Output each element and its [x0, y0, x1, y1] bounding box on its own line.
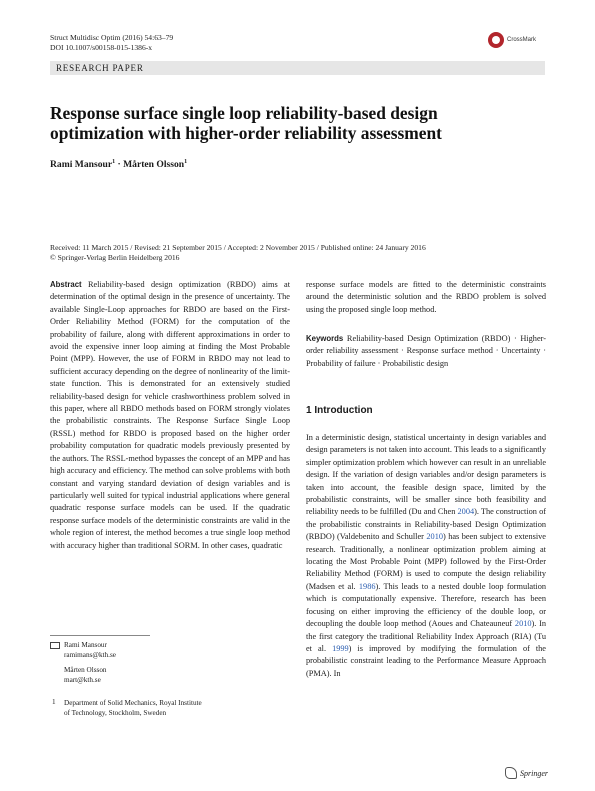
correspondent-name: Rami Mansour — [64, 641, 107, 649]
keywords-block — [306, 333, 546, 370]
author-name[interactable]: Rami Mansour — [50, 159, 113, 171]
email-link[interactable]: ramimans@kth.se — [64, 650, 116, 659]
correspondence-icon-slot — [50, 643, 60, 654]
crossmark-icon — [488, 32, 504, 48]
affiliation-line: of Technology, Stockholm, Sweden — [64, 708, 167, 717]
journal-citation — [50, 33, 173, 53]
title-line-1: Response surface single loop reliability-based design — [50, 103, 438, 123]
citation-link[interactable]: 2010 — [426, 532, 443, 542]
doi-line[interactable]: DOI 10.1007/s00158-015-1386-x — [50, 43, 153, 52]
publisher-logo — [505, 767, 548, 779]
publication-dates — [50, 243, 426, 263]
affiliation-marker: 1 — [112, 159, 116, 165]
email-link[interactable]: mart@kth.se — [64, 675, 101, 684]
coauthor-name: Mårten Olsson — [64, 666, 107, 675]
crossmark-label: CrossMark — [507, 37, 537, 43]
footnote-divider — [50, 635, 150, 636]
intro-text: ). The construction of the probabilistic constraints in Reliability-based Design Optimization (RBDO) (Valdebenito and Schuller — [306, 507, 546, 542]
abstract-continued-text: response surface models are fitted to the deterministic constraints around the deterministic solution and the RBDO problem is solved using the proposed single loop method. — [306, 280, 546, 314]
author-separator: · — [115, 159, 124, 171]
intro-text: ). This leads to a nested double loop formulation which is computationally expensive. Therefore, research has been focusing on either improving the efficiency of the double loop, or decoupling the double loop method (Aoues and Chateauneuf — [306, 581, 546, 629]
copyright-line: © Springer-Verlag Berlin Heidelberg 2016 — [50, 253, 180, 262]
title-line-2: optimization with higher-order reliability assessment — [50, 123, 442, 143]
paper-title — [50, 103, 530, 143]
section-heading: 1 Introduction — [306, 405, 373, 416]
affiliation-marker: 1 — [184, 159, 188, 165]
abstract-text: Reliability-based design optimization (RBDO) aims at determination of the optimal design in the presence of uncertainty. The available Single-Loop approaches for RBDO are based on the First-Order Reliability Method (FORM) for the computation of the probability of failure, along with different approximations in order to avoid the expensive inner loop aiming at finding the Most Probable Point (MPP). However, the use of FORM in RBDO may not lead to sufficient accuracy depending on the degree of nonlinearity of the limit-state function. This is demonstrated for an extensively studied reliability-based design for vehicle crashworthiness problem solved in this paper, where all RBDO methods based on FORM strongly violates the probabilistic constraints. The Response Surface Single Loop (RSSL) method for RBDO is proposed based on the higher order probability computation for quadratic models previously presented by the authors. The RSSL-method bypasses the concept of an MPP and has high accuracy and efficiency. The method can solve problems with both constant and varying standard deviation of design variables and is particularly well suited for typical industrial applications where general quadratic response surface models can be used. If the quadratic response surface models of the deterministic constraints are valid in the whole region of interest, the method becomes a true single loop method with accuracy higher than traditional SORM. In other cases, quadratic — [50, 280, 290, 550]
author-name[interactable]: Mårten Olsson — [123, 159, 185, 171]
keywords-label: Keywords — [306, 334, 344, 343]
affiliation-line: Department of Solid Mechanics, Royal Institute — [64, 699, 202, 707]
crossmark-badge[interactable] — [488, 30, 550, 50]
intro-text: In a deterministic design, statistical uncertainty in design variables and design parameters is not taken into account. This leads to a significantly simpler optimization problem which however can result in an unreliable design. If the variation of design variables and/or design parameters is taken into account, the feasible design space, limited by the probabilistic constraints, will be smaller since both feasibility and reliability needs to be fulfilled (Du and Chen — [306, 433, 546, 517]
introduction-paragraph — [306, 432, 546, 680]
abstract-label: Abstract — [50, 280, 82, 289]
citation-link[interactable]: 2010 — [514, 619, 532, 629]
envelope-icon — [50, 642, 60, 649]
abstract-block — [50, 279, 290, 552]
intro-text: ). In the first category the traditional Reliability Index Approach (RIA) (Tu et al. — [306, 619, 546, 653]
correspondence-block — [64, 641, 116, 685]
citation-link[interactable]: 1986 — [358, 581, 376, 591]
intro-text: ) has been subject to extensive research. Traditionally, a nonlinear optimization problem aiming at locating the Most Probable Point (MPP) followed by the First-Order Reliability Method (FORM) is used to compute the design reliability (Madsen et al. — [306, 532, 546, 591]
article-type-band — [50, 61, 545, 75]
affiliation-number: 1 — [52, 698, 56, 706]
keywords-text: Reliability-based Design Optimization (RBDO) · Higher-order reliability assessment · Response surface method · Uncertainty · Probability of failure · Probabilistic design — [306, 334, 546, 368]
dates-line: Received: 11 March 2015 / Revised: 21 September 2015 / Accepted: 2 November 2015 / Published online: 24 January 2016 — [50, 243, 426, 252]
journal-line: Struct Multidisc Optim (2016) 54:63–79 — [50, 33, 174, 42]
affiliation-block — [64, 699, 202, 718]
article-type-label: RESEARCH PAPER — [56, 63, 144, 73]
publisher-name: Springer — [520, 768, 548, 778]
springer-horse-icon — [505, 767, 517, 779]
author-list — [50, 159, 187, 170]
intro-text: ) is improved by modifying the formulation of the probabilistic constraint leading to the Performance Measure Approach (PMA). In — [306, 643, 546, 678]
citation-link[interactable]: 2004 — [457, 507, 475, 517]
citation-link[interactable]: 1999 — [332, 643, 349, 653]
abstract-continued — [306, 279, 546, 316]
